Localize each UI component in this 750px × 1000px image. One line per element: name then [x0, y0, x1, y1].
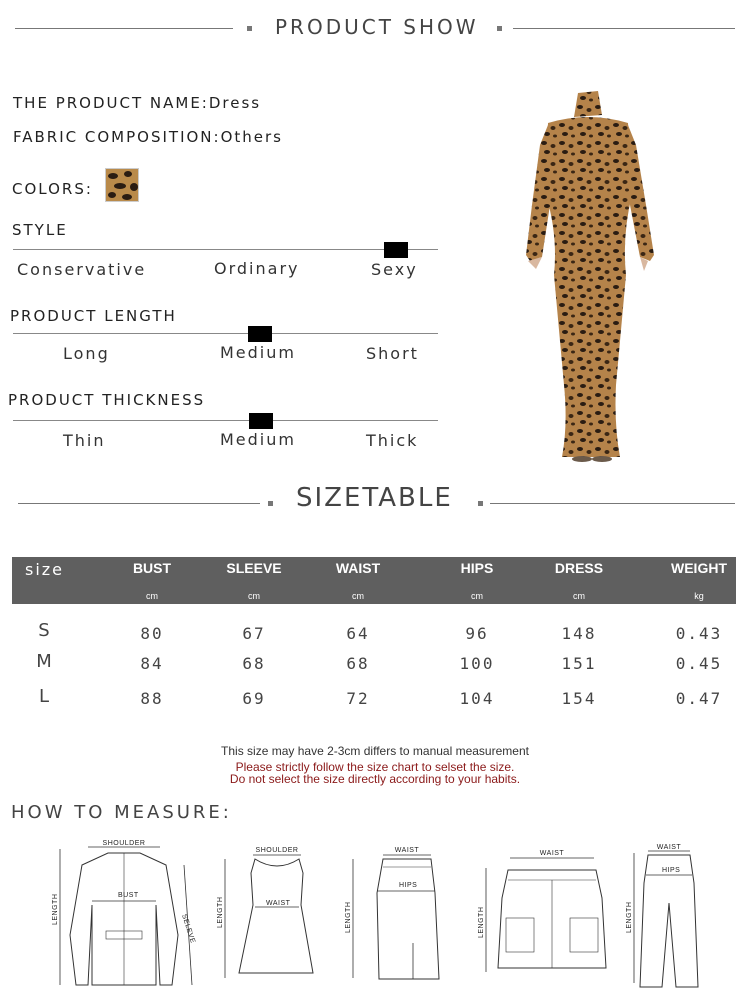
cell-dress: 148 [561, 624, 597, 643]
selleve-label: SELEVE [180, 913, 197, 945]
thickness-selected-marker [249, 413, 273, 429]
col-unit-bust: cm [146, 591, 158, 601]
col-header-bust: BUST [132, 560, 172, 576]
size-label: L [38, 686, 52, 707]
waist-label: WAIST [266, 900, 291, 907]
header-rule-left [15, 28, 233, 29]
hips-label: HIPS [399, 882, 418, 889]
col-unit-sleeve: cm [248, 591, 260, 601]
cell-weight: 0.43 [675, 624, 723, 643]
fabric-value: Others [220, 128, 283, 146]
cell-waist: 64 [346, 624, 370, 643]
style-option-ordinary: Ordinary [214, 259, 300, 278]
col-header-waist: WAIST [335, 560, 381, 576]
cell-hips: 100 [459, 654, 495, 673]
header-dot-left [247, 26, 252, 31]
size-label: M [36, 651, 54, 672]
cell-bust: 88 [140, 689, 164, 708]
short-skirt-measure-diagram [476, 848, 616, 978]
leopard-dress-icon [450, 85, 740, 465]
leopard-swatch-icon [106, 169, 139, 202]
shoulder-label: SHOULDER [102, 840, 146, 847]
col-unit-dress: cm [573, 591, 585, 601]
product-name-row [13, 94, 261, 112]
color-swatch-leopard[interactable] [105, 168, 139, 202]
waist-label: WAIST [394, 847, 420, 854]
length-option-long: Long [63, 344, 110, 363]
waist-label: WAIST [539, 850, 565, 857]
sizetable-title: SIZETABLE [296, 483, 453, 513]
cell-sleeve: 67 [242, 624, 266, 643]
note-measurement: This size may have 2-3cm differs to manual measurement [221, 744, 529, 758]
table-row-l [0, 684, 750, 712]
cell-weight: 0.47 [675, 689, 723, 708]
length-label: LENGTH [626, 901, 633, 933]
cell-sleeve: 68 [242, 654, 266, 673]
col-header-weight: WEIGHT [671, 560, 727, 576]
thickness-scale-track [13, 420, 438, 421]
hips-label: HIPS [662, 867, 681, 874]
dress-measure-diagram [215, 843, 315, 988]
style-title: STYLE [12, 221, 68, 239]
length-selected-marker [248, 326, 272, 342]
sizetable-rule-right [490, 503, 735, 504]
length-label: LENGTH [345, 901, 352, 933]
cell-waist: 72 [346, 689, 370, 708]
length-option-medium: Medium [220, 343, 296, 362]
skirt-measure-diagram [343, 843, 443, 988]
size-column-header: size [25, 560, 65, 579]
note-follow-chart: Please strictly follow the size chart to selset the size. [235, 760, 515, 774]
fabric-label: FABRIC COMPOSITION: [13, 128, 221, 146]
cell-hips: 96 [465, 624, 489, 643]
sizetable-dot-left [268, 501, 273, 506]
waist-label: WAIST [656, 844, 682, 851]
product-image [450, 85, 740, 465]
product-name-label: THE PRODUCT NAME: [13, 94, 209, 112]
style-scale-track [13, 249, 438, 250]
col-unit-weight: kg [694, 591, 704, 601]
note-habits: Do not select the size directly according to your habits. [229, 772, 521, 786]
thickness-option-medium: Medium [220, 430, 296, 449]
cell-waist: 68 [346, 654, 370, 673]
style-option-sexy: Sexy [371, 260, 418, 279]
sizetable-dot-right [478, 501, 483, 506]
col-header-sleeve: SLEEVE [226, 560, 282, 576]
cell-dress: 151 [561, 654, 597, 673]
bust-label: BUST [118, 892, 139, 899]
header-dot-right [497, 26, 502, 31]
fabric-row [13, 128, 283, 146]
cell-bust: 84 [140, 654, 164, 673]
cell-weight: 0.45 [675, 654, 723, 673]
thickness-option-thin: Thin [63, 431, 106, 450]
col-unit-hips: cm [471, 591, 483, 601]
length-option-short: Short [366, 344, 419, 363]
shoulder-label: SHOULDER [255, 847, 299, 854]
page-title: PRODUCT SHOW [275, 15, 479, 39]
thickness-title: PRODUCT THICKNESS [8, 391, 206, 409]
pants-measure-diagram [624, 843, 704, 993]
length-label: LENGTH [52, 893, 59, 925]
col-unit-waist: cm [352, 591, 364, 601]
table-row-m [0, 649, 750, 677]
col-header-hips: HIPS [460, 560, 494, 576]
jacket-measure-diagram [48, 835, 198, 995]
cell-sleeve: 69 [242, 689, 266, 708]
length-label: LENGTH [217, 896, 224, 928]
product-name-value: Dress [208, 94, 262, 112]
cell-dress: 154 [561, 689, 597, 708]
how-to-measure-title: HOW TO MEASURE: [11, 802, 232, 823]
size-label: S [38, 620, 52, 641]
table-row-s [0, 618, 750, 646]
colors-label: COLORS: [12, 180, 93, 198]
length-title: PRODUCT LENGTH [10, 307, 177, 325]
style-option-conservative: Conservative [17, 260, 147, 279]
style-selected-marker [384, 242, 408, 258]
length-label: LENGTH [478, 906, 485, 938]
length-scale-track [13, 333, 438, 334]
sizetable-rule-left [18, 503, 260, 504]
cell-bust: 80 [140, 624, 164, 643]
col-header-dress: DRESS [554, 560, 604, 576]
cell-hips: 104 [459, 689, 495, 708]
header-rule-right [513, 28, 735, 29]
thickness-option-thick: Thick [366, 431, 419, 450]
